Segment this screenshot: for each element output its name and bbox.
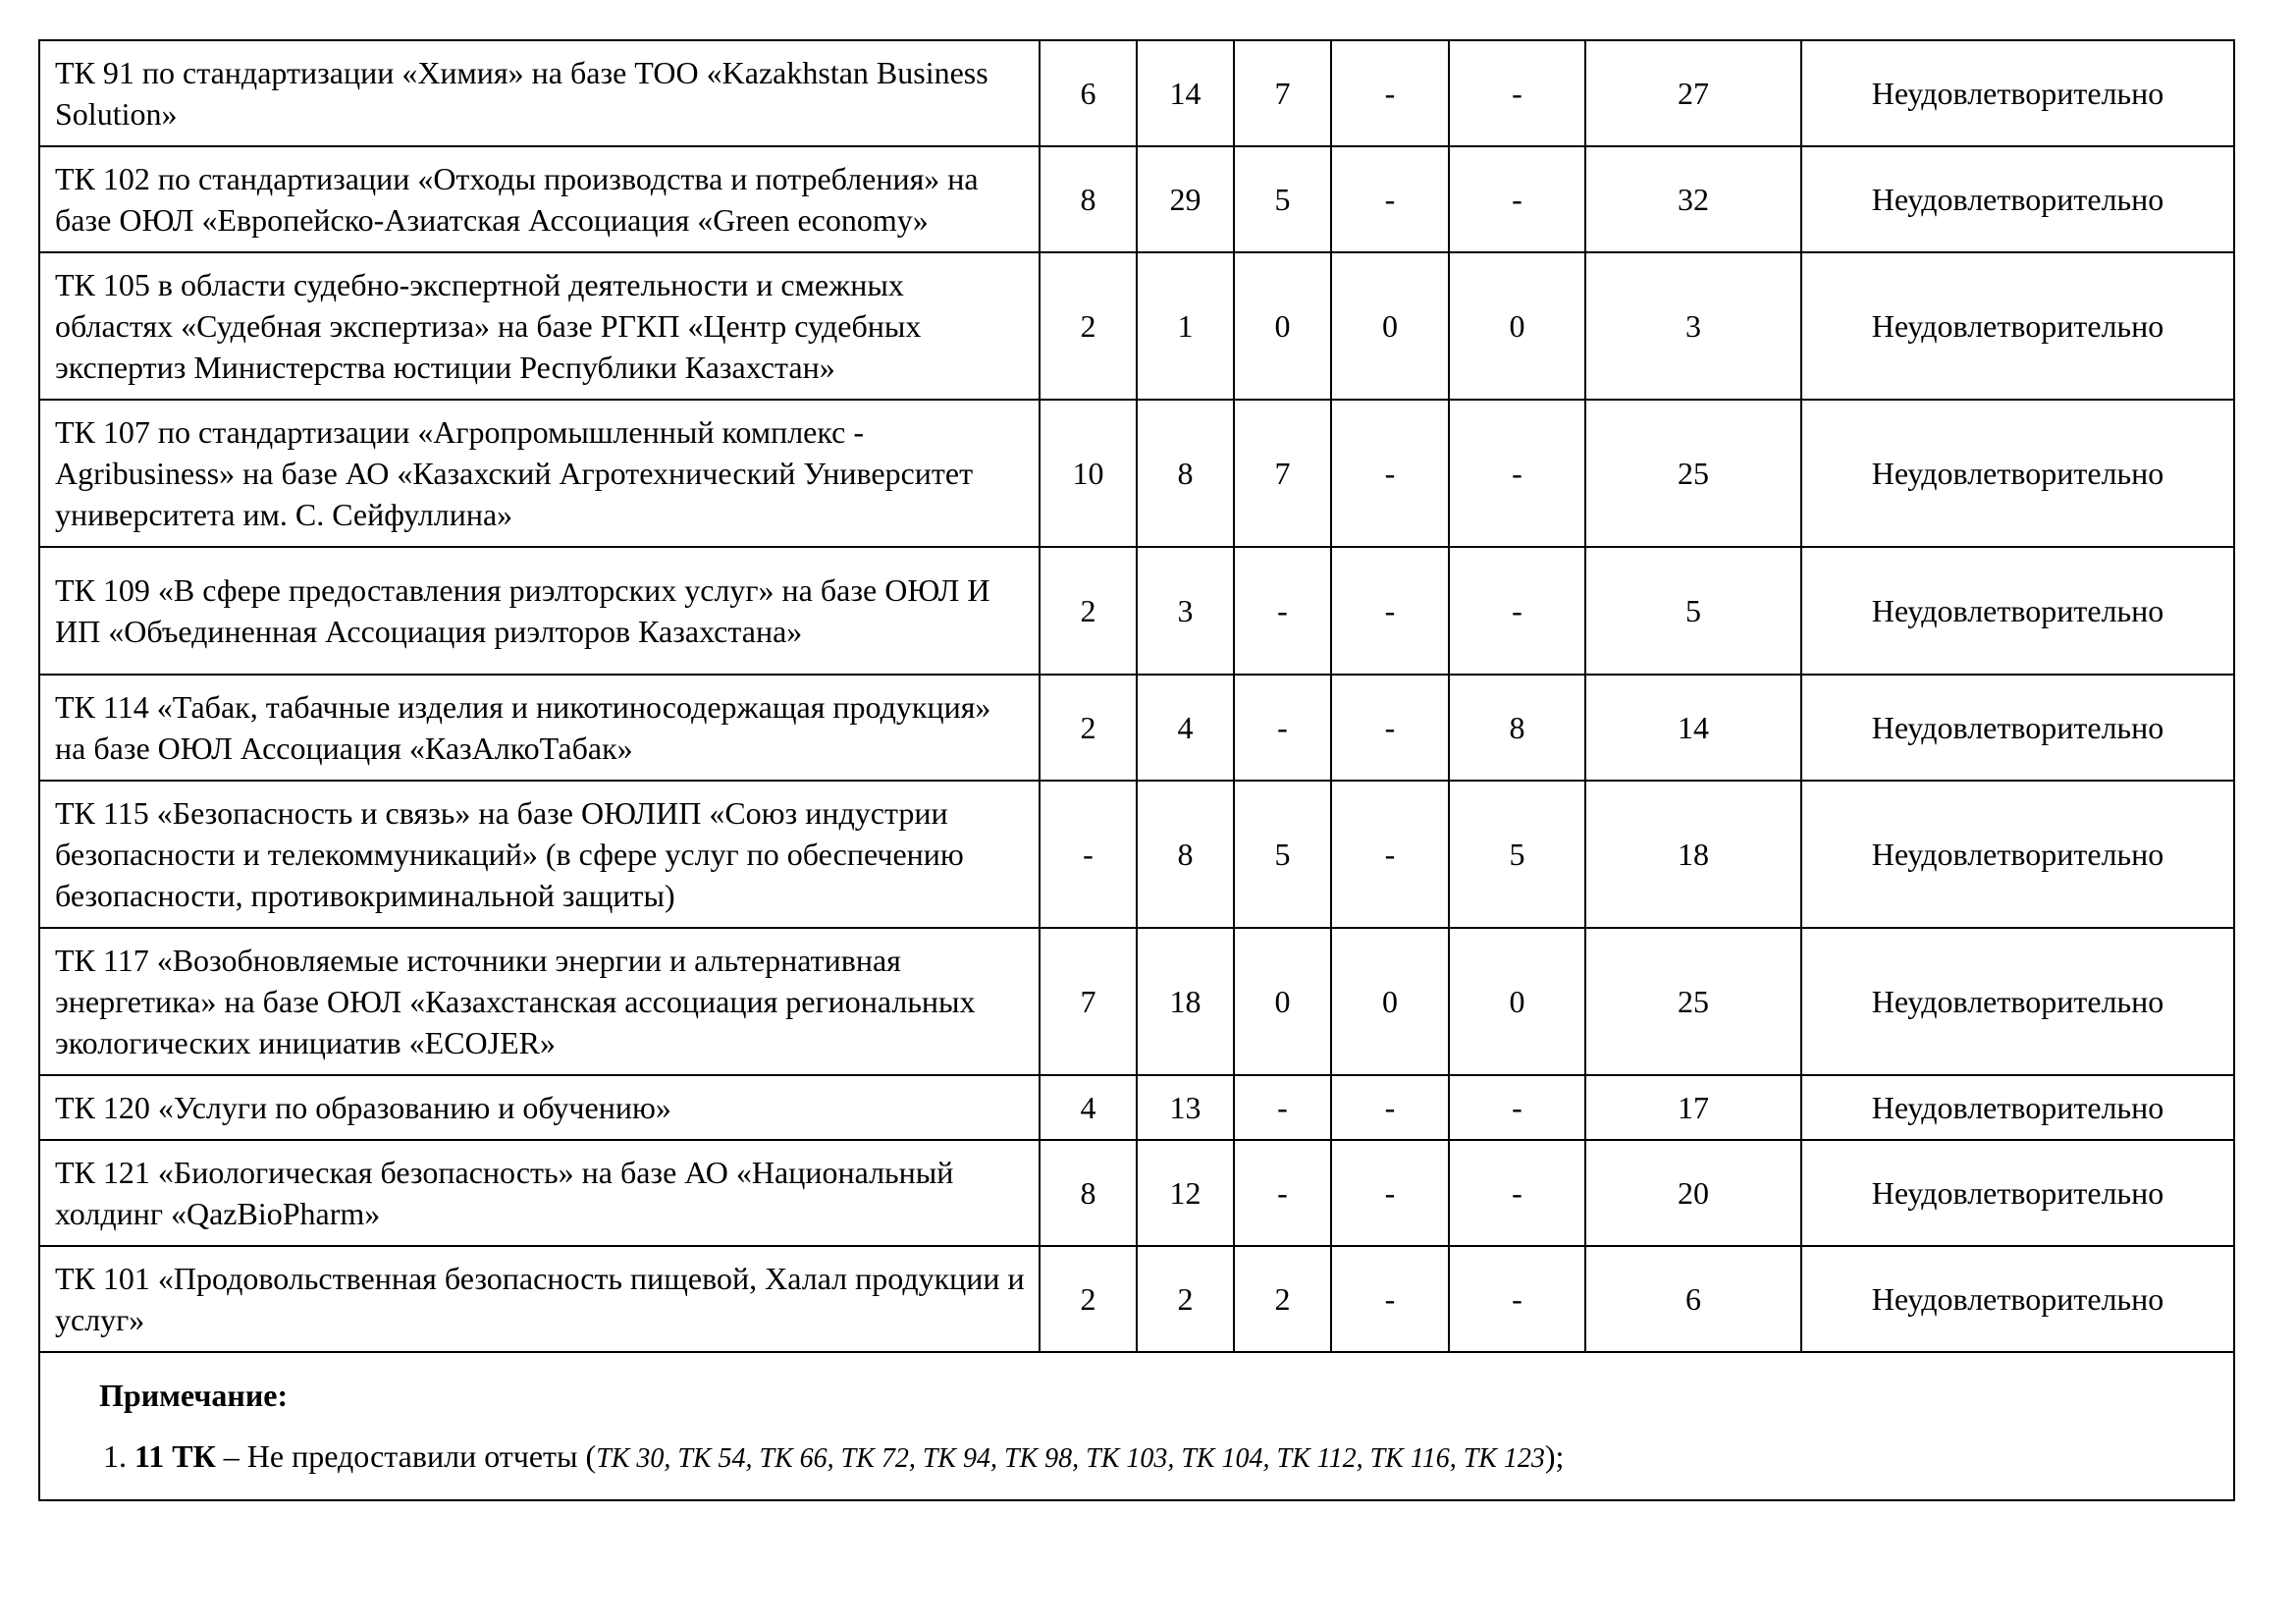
value-cell-2: 1 xyxy=(1137,252,1234,400)
value-cell-3: 0 xyxy=(1234,928,1331,1075)
value-cell-3: 0 xyxy=(1234,252,1331,400)
value-cell-3: - xyxy=(1234,1140,1331,1246)
total-cell: 14 xyxy=(1585,675,1801,781)
status-cell: Неудовлетворительно xyxy=(1801,1246,2234,1352)
table-row xyxy=(39,400,2234,547)
value-cell-4: - xyxy=(1331,1140,1449,1246)
value-cell-3: 7 xyxy=(1234,400,1331,547)
value-cell-5: - xyxy=(1449,400,1585,547)
total-cell: 25 xyxy=(1585,400,1801,547)
value-cell-3: - xyxy=(1234,1075,1331,1140)
total-cell: 5 xyxy=(1585,547,1801,675)
tk-name-cell: ТК 121 «Биологическая безопасность» на базе АО «Национальный холдинг «QazBioPharm» xyxy=(39,1140,1040,1246)
value-cell-5: - xyxy=(1449,146,1585,252)
value-cell-5: 5 xyxy=(1449,781,1585,928)
value-cell-2: 2 xyxy=(1137,1246,1234,1352)
table-row xyxy=(39,252,2234,400)
value-cell-4: 0 xyxy=(1331,928,1449,1075)
value-cell-2: 8 xyxy=(1137,781,1234,928)
value-cell-5: - xyxy=(1449,1075,1585,1140)
value-cell-1: 8 xyxy=(1040,146,1137,252)
value-cell-1: 2 xyxy=(1040,675,1137,781)
note-row xyxy=(39,1352,2234,1500)
value-cell-2: 12 xyxy=(1137,1140,1234,1246)
value-cell-2: 3 xyxy=(1137,547,1234,675)
value-cell-3: 5 xyxy=(1234,781,1331,928)
status-cell: Неудовлетворительно xyxy=(1801,1075,2234,1140)
tk-name-cell: ТК 117 «Возобновляемые источники энергии и альтернативная энергетика» на базе ОЮЛ «Казахстанская ассоциация региональных экологических инициатив «ECOJER» xyxy=(39,928,1040,1075)
note-tk-list: ТК 30, ТК 54, ТК 66, ТК 72, ТК 94, ТК 98, ТК 103, ТК 104, ТК 112, ТК 116, ТК 123 xyxy=(596,1443,1545,1474)
table-row xyxy=(39,675,2234,781)
note-end: ); xyxy=(1544,1438,1565,1474)
table-row xyxy=(39,146,2234,252)
value-cell-5: - xyxy=(1449,40,1585,146)
status-cell: Неудовлетворительно xyxy=(1801,781,2234,928)
value-cell-5: - xyxy=(1449,1246,1585,1352)
value-cell-4: - xyxy=(1331,1246,1449,1352)
tk-name-cell: ТК 120 «Услуги по образованию и обучению» xyxy=(39,1075,1040,1140)
value-cell-5: - xyxy=(1449,547,1585,675)
note-cell xyxy=(39,1352,2234,1500)
value-cell-2: 4 xyxy=(1137,675,1234,781)
value-cell-1: 2 xyxy=(1040,1246,1137,1352)
value-cell-1: 6 xyxy=(1040,40,1137,146)
value-cell-1: - xyxy=(1040,781,1137,928)
status-cell: Неудовлетворительно xyxy=(1801,40,2234,146)
value-cell-4: 0 xyxy=(1331,252,1449,400)
value-cell-5: - xyxy=(1449,1140,1585,1246)
status-cell: Неудовлетворительно xyxy=(1801,146,2234,252)
total-cell: 20 xyxy=(1585,1140,1801,1246)
tk-name-cell: ТК 109 «В сфере предоставления риэлторских услуг» на базе ОЮЛ И ИП «Объединенная Ассоциация риэлторов Казахстана» xyxy=(39,547,1040,675)
value-cell-2: 18 xyxy=(1137,928,1234,1075)
status-cell: Неудовлетворительно xyxy=(1801,400,2234,547)
status-cell: Неудовлетворительно xyxy=(1801,252,2234,400)
value-cell-4: - xyxy=(1331,675,1449,781)
total-cell: 32 xyxy=(1585,146,1801,252)
total-cell: 3 xyxy=(1585,252,1801,400)
tk-name-cell: ТК 91 по стандартизации «Химия» на базе ТОО «Kazakhstan Business Solution» xyxy=(39,40,1040,146)
value-cell-2: 14 xyxy=(1137,40,1234,146)
tk-name-cell: ТК 102 по стандартизации «Отходы производства и потребления» на базе ОЮЛ «Европейско-Азиатская Ассоциация «Green economy» xyxy=(39,146,1040,252)
note-heading: Примечание: xyxy=(99,1378,289,1413)
status-cell: Неудовлетворительно xyxy=(1801,675,2234,781)
value-cell-1: 2 xyxy=(1040,252,1137,400)
value-cell-1: 7 xyxy=(1040,928,1137,1075)
table-row xyxy=(39,1246,2234,1352)
value-cell-3: 5 xyxy=(1234,146,1331,252)
value-cell-5: 8 xyxy=(1449,675,1585,781)
total-cell: 17 xyxy=(1585,1075,1801,1140)
value-cell-4: - xyxy=(1331,1075,1449,1140)
total-cell: 25 xyxy=(1585,928,1801,1075)
note-line xyxy=(103,1435,2233,1480)
total-cell: 6 xyxy=(1585,1246,1801,1352)
tk-report-table xyxy=(38,39,2235,1501)
value-cell-1: 10 xyxy=(1040,400,1137,547)
value-cell-4: - xyxy=(1331,40,1449,146)
value-cell-4: - xyxy=(1331,400,1449,547)
value-cell-1: 8 xyxy=(1040,1140,1137,1246)
tk-name-cell: ТК 114 «Табак, табачные изделия и никотиносодержащая продукция» на базе ОЮЛ Ассоциация «КазАлкоТабак» xyxy=(39,675,1040,781)
value-cell-2: 8 xyxy=(1137,400,1234,547)
table-row xyxy=(39,1075,2234,1140)
total-cell: 18 xyxy=(1585,781,1801,928)
value-cell-4: - xyxy=(1331,146,1449,252)
value-cell-3: 7 xyxy=(1234,40,1331,146)
value-cell-1: 2 xyxy=(1040,547,1137,675)
table-row xyxy=(39,1140,2234,1246)
value-cell-3: - xyxy=(1234,675,1331,781)
tk-name-cell: ТК 107 по стандартизации «Агропромышленный комплекс - Agribusiness» на базе АО «Казахский Агротехнический Университет университета им. С. Сейфуллина» xyxy=(39,400,1040,547)
status-cell: Неудовлетворительно xyxy=(1801,1140,2234,1246)
value-cell-2: 29 xyxy=(1137,146,1234,252)
note-number: 1. xyxy=(103,1438,127,1474)
value-cell-5: 0 xyxy=(1449,252,1585,400)
status-cell: Неудовлетворительно xyxy=(1801,547,2234,675)
status-cell: Неудовлетворительно xyxy=(1801,928,2234,1075)
value-cell-5: 0 xyxy=(1449,928,1585,1075)
tk-name-cell: ТК 105 в области судебно-экспертной деятельности и смежных областях «Судебная экспертиза» на базе РГКП «Центр судебных экспертиз Министерства юстиции Республики Казахстан» xyxy=(39,252,1040,400)
tk-name-cell: ТК 101 «Продовольственная безопасность пищевой, Халал продукции и услуг» xyxy=(39,1246,1040,1352)
table-row xyxy=(39,781,2234,928)
value-cell-3: 2 xyxy=(1234,1246,1331,1352)
value-cell-4: - xyxy=(1331,547,1449,675)
value-cell-1: 4 xyxy=(1040,1075,1137,1140)
value-cell-3: - xyxy=(1234,547,1331,675)
table-row xyxy=(39,40,2234,146)
value-cell-4: - xyxy=(1331,781,1449,928)
note-count: 11 ТК xyxy=(134,1438,216,1474)
value-cell-2: 13 xyxy=(1137,1075,1234,1140)
note-text: – Не предоставили отчеты ( xyxy=(215,1438,597,1474)
table-row xyxy=(39,547,2234,675)
table-row xyxy=(39,928,2234,1075)
tk-name-cell: ТК 115 «Безопасность и связь» на базе ОЮЛИП «Союз индустрии безопасности и телекоммуникаций» (в сфере услуг по обеспечению безопасности, противокриминальной защиты) xyxy=(39,781,1040,928)
total-cell: 27 xyxy=(1585,40,1801,146)
